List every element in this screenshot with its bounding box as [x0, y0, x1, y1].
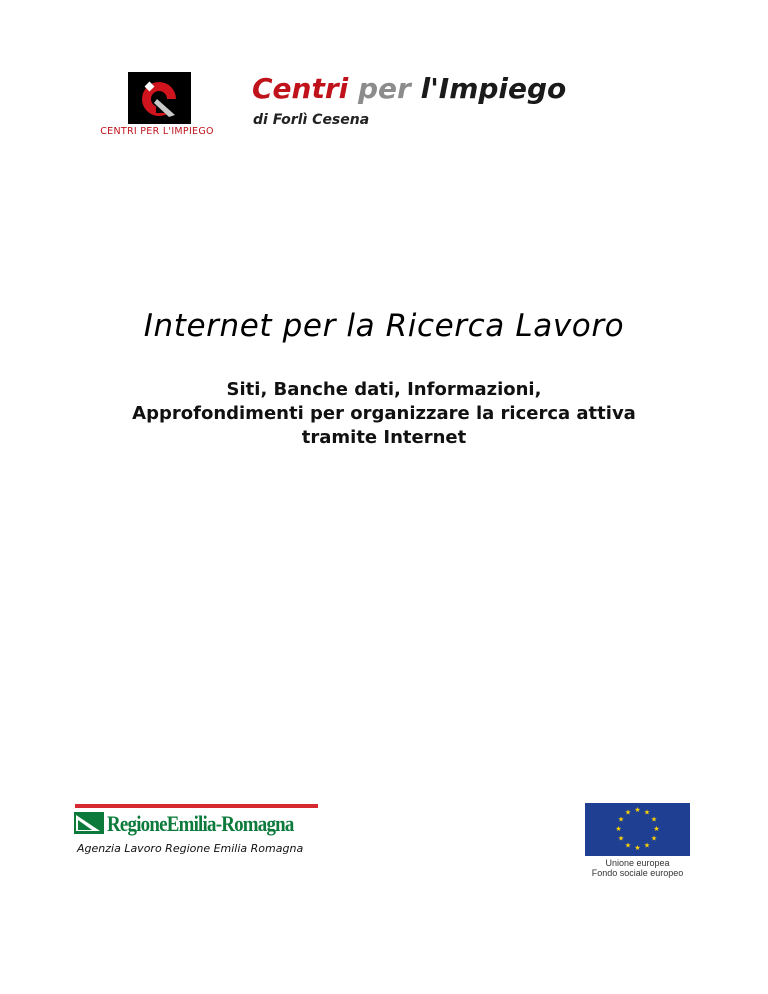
- svg-text:★: ★: [634, 806, 641, 814]
- svg-text:★: ★: [624, 841, 632, 850]
- region-logo-text: RegioneEmilia-Romagna: [107, 811, 294, 836]
- cpi-logo-icon: [128, 72, 191, 124]
- brand-word-impiego: l'Impiego: [420, 72, 567, 105]
- svg-text:★: ★: [624, 808, 632, 817]
- region-flag-icon: [74, 812, 104, 834]
- svg-text:★: ★: [617, 815, 625, 824]
- svg-text:★: ★: [615, 825, 622, 833]
- subtitle-line: Siti, Banche dati, Informazioni,: [226, 379, 542, 400]
- brand-word-per: per: [358, 72, 411, 105]
- svg-text:★: ★: [650, 834, 658, 843]
- region-logo-bar: [75, 804, 318, 808]
- subtitle-line: tramite Internet: [301, 427, 467, 448]
- svg-text:★: ★: [643, 808, 651, 817]
- subtitle-line: Approfondimenti per organizzare la ricerca attiva: [132, 403, 636, 424]
- document-title: Internet per la Ricerca Lavoro: [143, 308, 625, 344]
- logo-caption: CENTRI PER L'IMPIEGO: [100, 126, 214, 137]
- document-subtitle: [0, 378, 768, 450]
- svg-text:★: ★: [643, 841, 651, 850]
- svg-text:★: ★: [634, 844, 641, 852]
- eu-flag-icon: [585, 803, 690, 856]
- svg-text:★: ★: [650, 815, 658, 824]
- region-agency: Agenzia Lavoro Regione Emilia Romagna: [77, 842, 304, 855]
- svg-text:★: ★: [653, 825, 660, 833]
- eu-caption-line2: Fondo sociale europeo: [591, 868, 684, 878]
- eu-caption-line1: Unione europea: [605, 858, 670, 868]
- svg-text:★: ★: [617, 834, 625, 843]
- brand-subtitle: di Forlì Cesena: [253, 112, 370, 128]
- brand-word-centri: Centri: [252, 72, 349, 105]
- brand-title: [252, 72, 566, 106]
- eu-caption: [570, 858, 705, 878]
